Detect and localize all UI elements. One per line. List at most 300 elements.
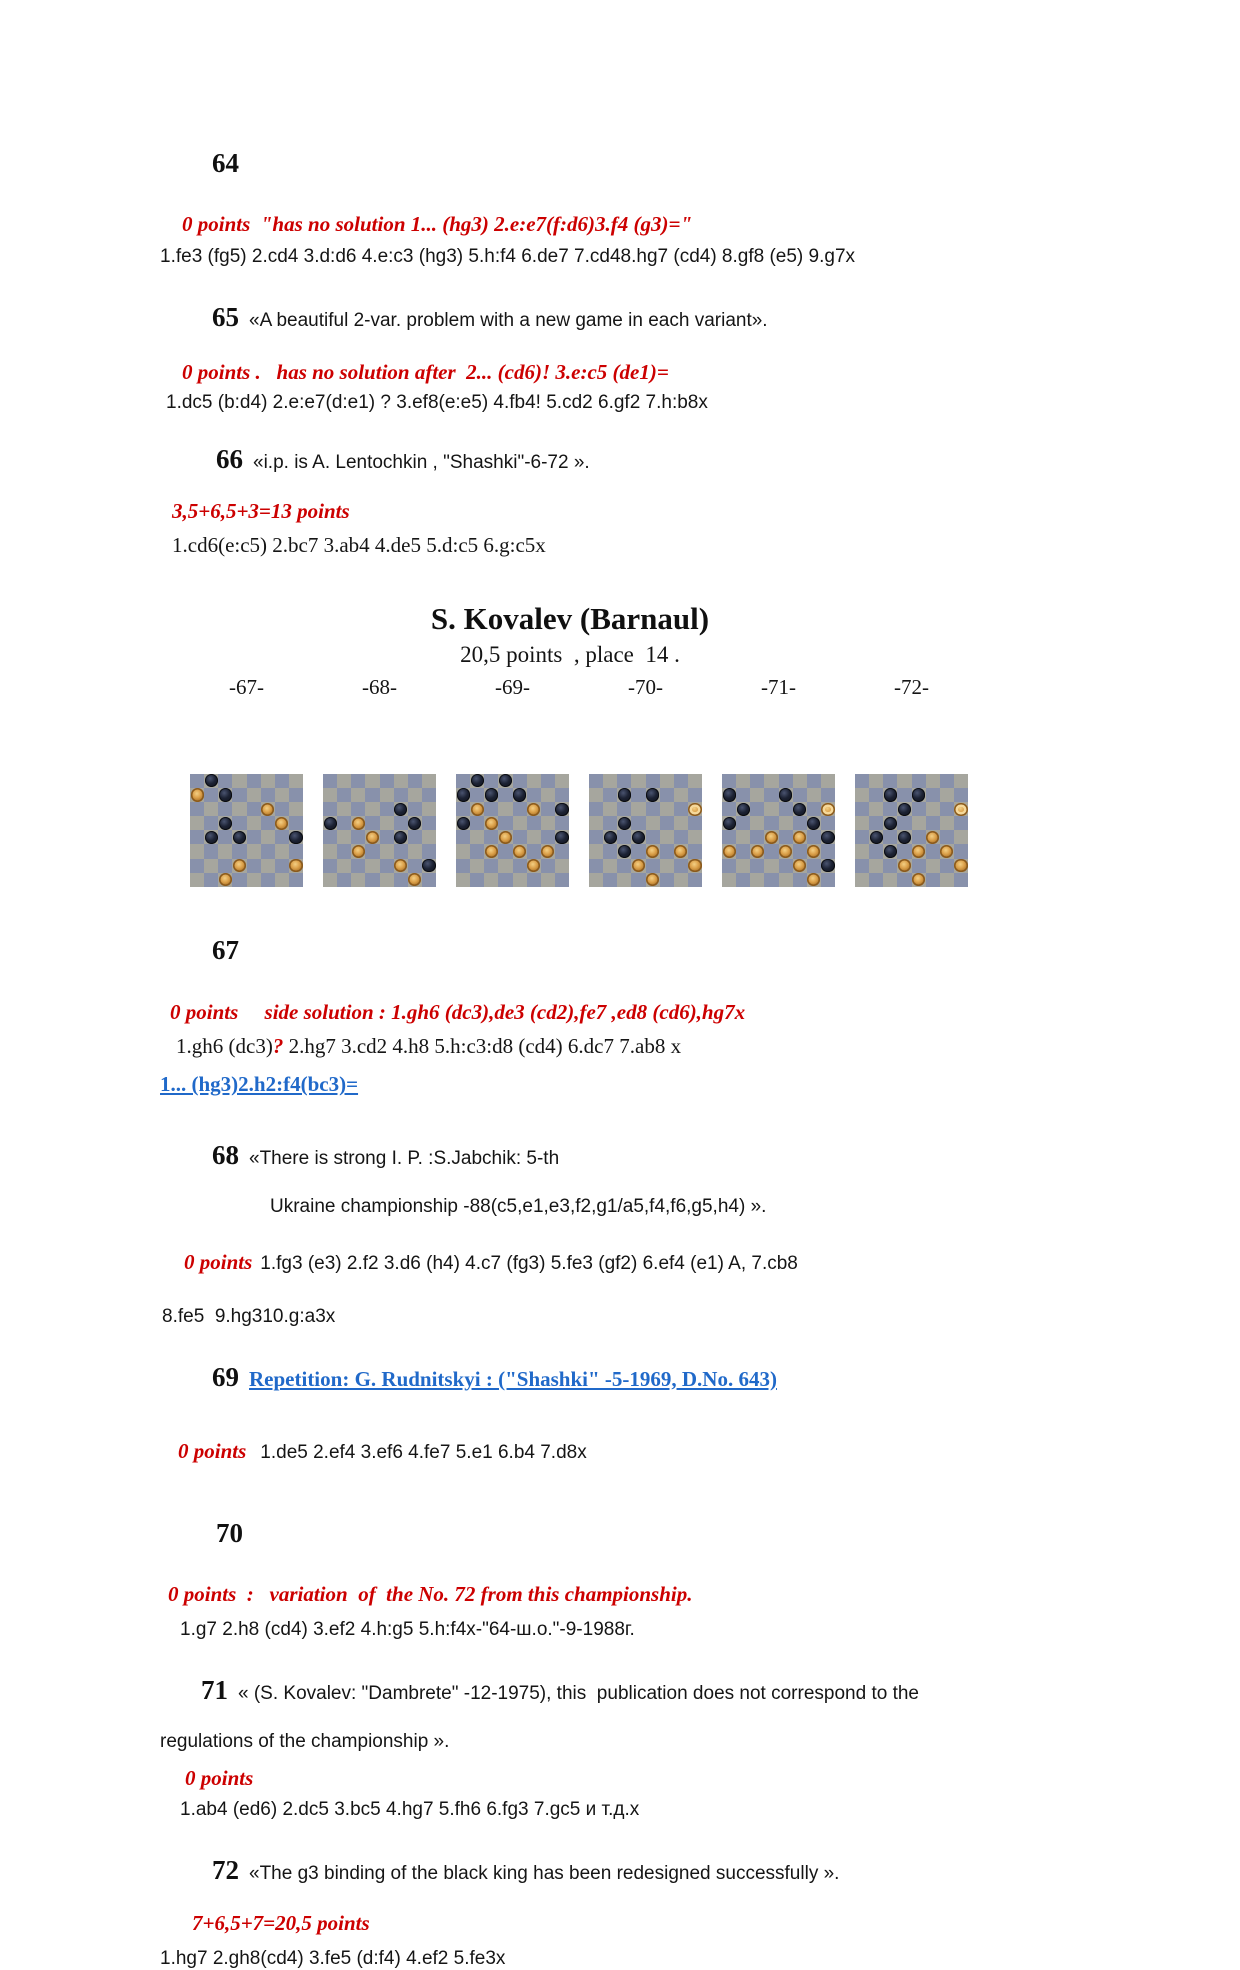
white-piece xyxy=(352,817,365,830)
problem-69-solution-line xyxy=(162,1421,1240,1483)
board-square xyxy=(247,816,261,830)
board-square xyxy=(555,830,569,844)
black-piece xyxy=(912,788,925,801)
problem-64-points-note: 0 points "has no solution 1... (hg3) 2.e:e7(f:d6)3.f4 (g3)=" xyxy=(182,211,693,236)
board-square xyxy=(589,774,603,788)
board-square xyxy=(408,788,422,802)
white-piece xyxy=(751,845,764,858)
board-square xyxy=(646,788,660,802)
board-square xyxy=(470,816,484,830)
board-square xyxy=(912,830,926,844)
board-square xyxy=(541,774,555,788)
board-square xyxy=(204,816,218,830)
author-score: 20,5 points , place 14 . xyxy=(460,642,680,668)
black-piece xyxy=(485,788,498,801)
board-square xyxy=(722,859,736,873)
board-square xyxy=(190,788,204,802)
problem-68-quote-line1: «There is strong I. P. :S.Jabchik: 5-th xyxy=(249,1148,560,1170)
problem-65-solution: 1.dc5 (b:d4) 2.e:e7(d:e1) ? 3.ef8(e:e5) 4.fb4! 5.cd2 6.gf2 7.h:b8x xyxy=(166,391,708,413)
board-square xyxy=(674,816,688,830)
white-piece xyxy=(219,873,232,886)
board-square xyxy=(750,802,764,816)
board-square xyxy=(954,788,968,802)
board-square xyxy=(807,830,821,844)
board-square xyxy=(631,802,645,816)
board-square xyxy=(750,788,764,802)
board-square xyxy=(646,802,660,816)
board-square xyxy=(869,788,883,802)
board-square xyxy=(821,788,835,802)
white-piece xyxy=(765,831,778,844)
board-square xyxy=(513,802,527,816)
board-square xyxy=(807,844,821,858)
board-square xyxy=(821,774,835,788)
board-square xyxy=(750,830,764,844)
board-square xyxy=(261,788,275,802)
board-square xyxy=(736,802,750,816)
board-square xyxy=(323,788,337,802)
board-square xyxy=(660,844,674,858)
white-piece xyxy=(527,803,540,816)
black-piece xyxy=(233,831,246,844)
board-square xyxy=(232,774,246,788)
board-square xyxy=(855,774,869,788)
board-square xyxy=(204,844,218,858)
board-square xyxy=(821,802,835,816)
black-piece xyxy=(555,803,568,816)
board-square xyxy=(351,873,365,887)
board-square xyxy=(821,830,835,844)
checkers-board-71 xyxy=(722,774,835,887)
board-square xyxy=(261,844,275,858)
board-square xyxy=(527,816,541,830)
black-piece xyxy=(870,831,883,844)
board-square xyxy=(646,816,660,830)
board-square xyxy=(779,774,793,788)
board-square xyxy=(855,788,869,802)
board-square xyxy=(912,844,926,858)
board-square xyxy=(513,873,527,887)
board-square xyxy=(261,816,275,830)
black-piece xyxy=(779,788,792,801)
board-square xyxy=(589,844,603,858)
white-piece xyxy=(233,859,246,872)
board-square xyxy=(954,816,968,830)
checkers-board-70 xyxy=(589,774,702,887)
board-square xyxy=(247,859,261,873)
board-square xyxy=(674,802,688,816)
board-square xyxy=(807,774,821,788)
board-square xyxy=(807,859,821,873)
board-square xyxy=(380,788,394,802)
board-square xyxy=(793,802,807,816)
board-square xyxy=(422,774,436,788)
board-square xyxy=(603,844,617,858)
problem-70-number: 70 xyxy=(216,1518,243,1549)
board-square xyxy=(190,859,204,873)
board-square xyxy=(855,873,869,887)
black-piece xyxy=(499,774,512,787)
white-piece xyxy=(821,803,834,816)
board-square xyxy=(337,788,351,802)
board-square xyxy=(646,830,660,844)
problem-69-moves: 1.de5 2.ef4 3.ef6 4.fe7 5.e1 6.b4 7.d8x xyxy=(260,1442,587,1464)
board-square xyxy=(897,859,911,873)
board-square xyxy=(541,844,555,858)
board-square xyxy=(688,816,702,830)
board-square xyxy=(855,816,869,830)
board-square xyxy=(394,774,408,788)
board-square xyxy=(218,816,232,830)
board-square xyxy=(793,774,807,788)
board-square xyxy=(660,788,674,802)
board-square xyxy=(855,830,869,844)
problem-67-solution-pre: 1.gh6 (dc3) xyxy=(176,1033,273,1058)
board-square xyxy=(764,859,778,873)
white-piece xyxy=(807,845,820,858)
black-piece xyxy=(394,803,407,816)
black-piece xyxy=(646,788,659,801)
board-square xyxy=(190,873,204,887)
board-square xyxy=(855,859,869,873)
board-square xyxy=(646,844,660,858)
problem-65-heading xyxy=(196,284,1240,352)
board-square xyxy=(722,788,736,802)
board-square xyxy=(408,802,422,816)
board-square xyxy=(527,873,541,887)
diagrams-row xyxy=(190,675,1240,887)
problem-72-points-note: 7+6,5+7=20,5 points xyxy=(192,1910,370,1935)
board-square xyxy=(190,830,204,844)
checkers-board-72 xyxy=(855,774,968,887)
board-square xyxy=(422,788,436,802)
board-square xyxy=(589,873,603,887)
board-square xyxy=(764,830,778,844)
problem-69-heading xyxy=(196,1343,1240,1411)
problem-66-number: 66 xyxy=(216,444,243,475)
board-square xyxy=(869,873,883,887)
checkers-board-69 xyxy=(456,774,569,887)
problem-65-quote: «A beautiful 2-var. problem with a new game in each variant». xyxy=(249,310,768,332)
board-square xyxy=(954,873,968,887)
board-square xyxy=(513,830,527,844)
board-square xyxy=(456,873,470,887)
board-square xyxy=(869,816,883,830)
board-square xyxy=(337,774,351,788)
board-square xyxy=(912,802,926,816)
board-square xyxy=(247,788,261,802)
board-square xyxy=(218,802,232,816)
white-piece xyxy=(912,873,925,886)
board-square xyxy=(722,830,736,844)
problem-72-number: 72 xyxy=(212,1854,239,1885)
board-square xyxy=(736,830,750,844)
board-square xyxy=(855,844,869,858)
problem-67-question-mark: ? xyxy=(272,1033,284,1058)
white-piece xyxy=(646,873,659,886)
problem-68-solution-line1 xyxy=(168,1232,1240,1294)
problem-71-solution: 1.ab4 (ed6) 2.dc5 3.bc5 4.hg7 5.fh6 6.fg3 7.gc5 и т.д.x xyxy=(180,1799,640,1821)
board-square xyxy=(204,774,218,788)
board-square xyxy=(660,873,674,887)
board-square xyxy=(351,802,365,816)
checkers-board-67 xyxy=(190,774,303,887)
board-square xyxy=(498,774,512,788)
problem-69-number: 69 xyxy=(212,1361,239,1392)
black-piece xyxy=(793,803,806,816)
board-square xyxy=(527,830,541,844)
board-square xyxy=(897,830,911,844)
black-piece xyxy=(898,803,911,816)
board-square xyxy=(365,802,379,816)
board-square xyxy=(603,816,617,830)
board-square xyxy=(484,774,498,788)
board-square xyxy=(589,788,603,802)
board-square xyxy=(764,774,778,788)
board-square xyxy=(261,859,275,873)
board-square xyxy=(513,816,527,830)
board-square xyxy=(779,788,793,802)
board-square xyxy=(323,873,337,887)
board-square xyxy=(365,774,379,788)
board-square xyxy=(351,816,365,830)
board-square xyxy=(736,859,750,873)
board-square xyxy=(456,859,470,873)
black-piece xyxy=(884,845,897,858)
board-square xyxy=(218,859,232,873)
board-square xyxy=(750,774,764,788)
white-piece xyxy=(898,859,911,872)
board-square xyxy=(275,774,289,788)
white-piece xyxy=(541,845,554,858)
white-piece xyxy=(289,859,302,872)
board-square xyxy=(394,788,408,802)
black-piece xyxy=(457,788,470,801)
problem-67-points-note: 0 points side solution : 1.gh6 (dc3),de3 (cd2),fe7 ,ed8 (cd6),hg7x xyxy=(170,999,746,1024)
white-piece xyxy=(366,831,379,844)
white-piece xyxy=(688,859,701,872)
board-square xyxy=(869,802,883,816)
board-square xyxy=(190,816,204,830)
board-square xyxy=(603,859,617,873)
board-square xyxy=(940,844,954,858)
board-square xyxy=(764,802,778,816)
black-piece xyxy=(618,788,631,801)
problem-70-heading xyxy=(200,1500,1240,1568)
board-square xyxy=(232,830,246,844)
black-piece xyxy=(324,817,337,830)
board-square xyxy=(674,873,688,887)
board-square xyxy=(821,844,835,858)
black-piece xyxy=(604,831,617,844)
problem-71-quote-line2: regulations of the championship ». xyxy=(160,1731,450,1753)
board-square xyxy=(484,859,498,873)
board-square xyxy=(674,859,688,873)
board-square xyxy=(380,816,394,830)
diagram-71 xyxy=(722,675,835,887)
board-square xyxy=(674,788,688,802)
white-piece xyxy=(632,859,645,872)
board-square xyxy=(617,774,631,788)
board-square xyxy=(589,830,603,844)
problem-66-points-note: 3,5+6,5+3=13 points xyxy=(172,499,350,524)
board-square xyxy=(498,873,512,887)
problem-72-heading xyxy=(196,1836,1240,1904)
problem-68-number: 68 xyxy=(212,1140,239,1171)
board-square xyxy=(275,859,289,873)
board-label-68: -68- xyxy=(362,674,397,699)
board-square xyxy=(247,873,261,887)
board-square xyxy=(422,859,436,873)
board-square xyxy=(807,873,821,887)
board-square xyxy=(204,788,218,802)
board-label-71: -71- xyxy=(761,674,796,699)
problem-69-source-link[interactable]: Repetition: G. Rudnitskyi : ("Shashki" -5-1969, D.No. 643) xyxy=(249,1366,777,1391)
board-square xyxy=(218,788,232,802)
white-piece xyxy=(926,831,939,844)
board-square xyxy=(926,830,940,844)
board-square xyxy=(883,830,897,844)
board-square xyxy=(855,802,869,816)
board-square xyxy=(218,774,232,788)
board-square xyxy=(688,802,702,816)
board-square xyxy=(555,802,569,816)
board-square xyxy=(232,802,246,816)
board-square xyxy=(807,788,821,802)
board-square xyxy=(380,844,394,858)
board-square xyxy=(736,774,750,788)
board-square xyxy=(750,873,764,887)
diagram-67 xyxy=(190,675,303,887)
problem-66-quote: «i.p. is A. Lentochkin , "Shashki"-6-72 ». xyxy=(253,452,590,474)
board-square xyxy=(289,802,303,816)
board-square xyxy=(365,788,379,802)
board-square xyxy=(821,859,835,873)
board-square xyxy=(736,788,750,802)
board-square xyxy=(204,802,218,816)
board-square xyxy=(527,774,541,788)
board-square xyxy=(470,788,484,802)
board-square xyxy=(190,844,204,858)
board-square xyxy=(954,802,968,816)
board-square xyxy=(351,774,365,788)
white-piece xyxy=(954,859,967,872)
board-square xyxy=(323,844,337,858)
board-square xyxy=(883,788,897,802)
black-piece xyxy=(219,817,232,830)
board-square xyxy=(247,802,261,816)
board-square xyxy=(470,830,484,844)
board-square xyxy=(631,816,645,830)
white-piece xyxy=(793,831,806,844)
board-square xyxy=(289,816,303,830)
board-square xyxy=(541,859,555,873)
problem-67-solution-post: 2.hg7 3.cd2 4.h8 5.h:c3:d8 (cd4) 6.dc7 7.ab8 x xyxy=(283,1033,682,1058)
board-square xyxy=(617,816,631,830)
board-square xyxy=(380,830,394,844)
board-square xyxy=(617,788,631,802)
board-square xyxy=(218,873,232,887)
board-square xyxy=(513,844,527,858)
white-piece xyxy=(499,831,512,844)
black-piece xyxy=(737,803,750,816)
board-square xyxy=(498,844,512,858)
board-square xyxy=(736,816,750,830)
board-square xyxy=(422,816,436,830)
problem-71-points: 0 points xyxy=(185,1766,254,1791)
board-square xyxy=(603,788,617,802)
board-square xyxy=(617,802,631,816)
board-square xyxy=(603,873,617,887)
board-square xyxy=(484,830,498,844)
board-square xyxy=(380,774,394,788)
board-square xyxy=(422,830,436,844)
board-square xyxy=(394,844,408,858)
black-piece xyxy=(408,817,421,830)
board-square xyxy=(484,873,498,887)
board-square xyxy=(926,802,940,816)
board-square xyxy=(232,873,246,887)
board-square xyxy=(674,844,688,858)
board-square xyxy=(337,830,351,844)
board-square xyxy=(394,873,408,887)
board-square xyxy=(555,844,569,858)
board-square xyxy=(261,802,275,816)
problem-64-solution: 1.fe3 (fg5) 2.cd4 3.d:d6 4.e:c3 (hg3) 5.h:f4 6.de7 7.cd48.hg7 (cd4) 8.gf8 (e5) 9.g7x xyxy=(160,245,856,267)
white-piece xyxy=(688,803,701,816)
problem-65-number: 65 xyxy=(212,302,239,333)
black-piece xyxy=(821,831,834,844)
board-square xyxy=(498,816,512,830)
board-square xyxy=(218,844,232,858)
board-label-72: -72- xyxy=(894,674,929,699)
board-square xyxy=(764,873,778,887)
white-piece xyxy=(674,845,687,858)
board-square xyxy=(394,830,408,844)
white-piece xyxy=(723,845,736,858)
board-square xyxy=(380,802,394,816)
board-square xyxy=(603,774,617,788)
problem-67-refutation-link[interactable]: 1... (hg3)2.h2:f4(bc3)= xyxy=(160,1071,359,1096)
board-square xyxy=(289,873,303,887)
board-square xyxy=(589,802,603,816)
board-square xyxy=(821,816,835,830)
board-square xyxy=(688,859,702,873)
white-piece xyxy=(394,859,407,872)
board-square xyxy=(456,830,470,844)
problem-70-points-note: 0 points : variation of the No. 72 from this championship. xyxy=(168,1582,693,1607)
board-square xyxy=(954,859,968,873)
board-square xyxy=(337,802,351,816)
black-piece xyxy=(422,859,435,872)
board-square xyxy=(456,788,470,802)
black-piece xyxy=(807,817,820,830)
board-square xyxy=(204,830,218,844)
board-square xyxy=(408,816,422,830)
white-piece xyxy=(352,845,365,858)
board-square xyxy=(883,859,897,873)
black-piece xyxy=(205,831,218,844)
board-square xyxy=(422,873,436,887)
board-square xyxy=(688,830,702,844)
board-square xyxy=(541,802,555,816)
board-square xyxy=(470,774,484,788)
board-square xyxy=(380,859,394,873)
board-square xyxy=(722,873,736,887)
board-square xyxy=(408,873,422,887)
board-square xyxy=(869,830,883,844)
white-piece xyxy=(912,845,925,858)
